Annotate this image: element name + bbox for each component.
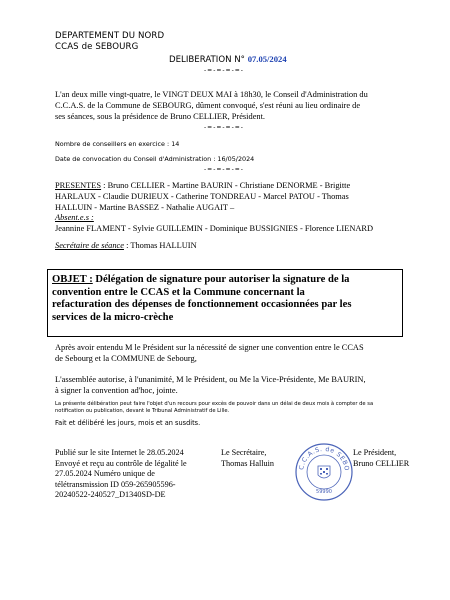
- department-name: DEPARTEMENT DU NORD: [55, 31, 165, 41]
- secretary-value: : Thomas HALLUIN: [123, 240, 197, 250]
- absent-names: Jeannine FLAMENT - Sylvie GUILLEMIN - Dominique BUSSIGNIES - Florence LIENARD: [55, 224, 374, 234]
- objet-line: [52, 274, 398, 287]
- objet-text: Délégation de signature pour autoriser la signature de la: [92, 274, 350, 285]
- secretary-title: Le Secrétaire,: [221, 448, 267, 457]
- objet-line: refacturation des dépenses de fonctionnement occasionnées par les: [52, 299, 352, 311]
- present-line: [55, 181, 415, 192]
- ccas-stamp: [294, 442, 354, 502]
- publication-line: télétransmission ID 059-265905596-: [55, 479, 176, 489]
- stamp-ring-text: C.C.A.S. de SEBO: [298, 445, 351, 472]
- decision-paragraph-2: [55, 375, 415, 397]
- separator: -=-=-=-=-: [204, 166, 244, 173]
- separator: -=-=-=-=-: [204, 67, 244, 74]
- secretary-name: Thomas Halluin: [221, 458, 274, 468]
- present-line: HARLAUX - Claudie DURIEUX - Catherine TONDREAU - Marcel PATOU - Thomas: [55, 191, 349, 201]
- present-names: : Bruno CELLIER - Martine BAURIN - Christiane DENORME - Brigitte: [101, 181, 351, 190]
- publication-line: Publié sur le site Internet le 28.05.2024: [55, 448, 184, 457]
- intro-paragraph: [55, 90, 415, 122]
- decision-line: Après avoir entendu M le Président sur la nécessité de signer une convention entre le CCAS: [55, 343, 364, 352]
- present-line: HALLUIN - Martine BASSEZ - Nathalie AUGAIT –: [55, 202, 235, 212]
- publication-line: 20240522-240527_D1340SD-DE: [55, 490, 166, 500]
- deliberation-title: [169, 54, 287, 65]
- objet-line: convention entre le CCAS et la Commune concernant la: [52, 286, 305, 298]
- absent-label: Absent.e.s :: [55, 213, 94, 223]
- stamp-emblem: [318, 466, 330, 478]
- objet-line: services de la micro-crèche: [52, 311, 174, 323]
- present-label: PRESENTES: [55, 181, 102, 190]
- intro-line: C.C.A.S. de la Commune de SEBOURG, dûment convoqué, s'est réuni au lieu ordinaire de: [55, 100, 361, 110]
- secretary-line: [55, 241, 415, 252]
- fait-delibere: Fait et délibéré les jours, mois et an susdits.: [55, 419, 201, 427]
- recours-line: notification ou publication, devant le Tribunal Administratif de Lille.: [55, 408, 230, 414]
- recours-notice: [55, 401, 415, 415]
- publication-line: Envoyé et reçu au contrôle de légalité le: [55, 458, 187, 468]
- president-signature: [353, 448, 409, 469]
- secretary-signature: [221, 448, 274, 469]
- publication-info: [55, 448, 225, 501]
- ccas-name: CCAS de SEBOURG: [55, 42, 139, 52]
- objet-label: OBJET :: [52, 274, 93, 285]
- president-title: Le Président,: [353, 448, 397, 457]
- publication-line: 27.05.2024 Numéro unique de: [55, 469, 155, 479]
- recours-line: La présente délibération peut faire l'objet d'un recours pour excès de pouvoir dans un délai de deux mois à compter de sa: [55, 401, 374, 407]
- members-count: Nombre de conseillers en exercice : 14: [55, 140, 180, 148]
- decision-line: de Sebourg et la COMMUNE de Sebourg,: [55, 353, 197, 363]
- convocation-date: Date de convocation du Conseil d'Administration : 16/05/2024: [55, 155, 255, 163]
- decision-line: L'assemblée autorise, à l'unanimité, M le Président, ou Me la Vice-Présidente, Me BAURIN,: [55, 375, 366, 384]
- decision-line: à signer la convention ad'hoc, jointe.: [55, 385, 178, 395]
- deliberation-number: 07.05/2024: [247, 54, 287, 64]
- stamp-graphic: [294, 442, 354, 502]
- stamp-code: 59990: [316, 489, 332, 495]
- president-name: Bruno CELLIER: [353, 458, 410, 468]
- separator: -=-=-=-=-: [204, 124, 244, 131]
- decision-paragraph-1: [55, 343, 415, 365]
- deliberation-label: DELIBERATION N°: [169, 55, 245, 65]
- objet-box: [47, 269, 403, 337]
- secretary-label: Secrétaire de séance: [55, 240, 124, 250]
- intro-line: L'an deux mille vingt-quatre, le VINGT DEUX MAI à 18h30, le Conseil d'Administration du: [55, 90, 368, 99]
- attendance-block: [55, 181, 415, 252]
- intro-line: ses séances, sous la présidence de Bruno CELLIER, Président.: [55, 111, 266, 121]
